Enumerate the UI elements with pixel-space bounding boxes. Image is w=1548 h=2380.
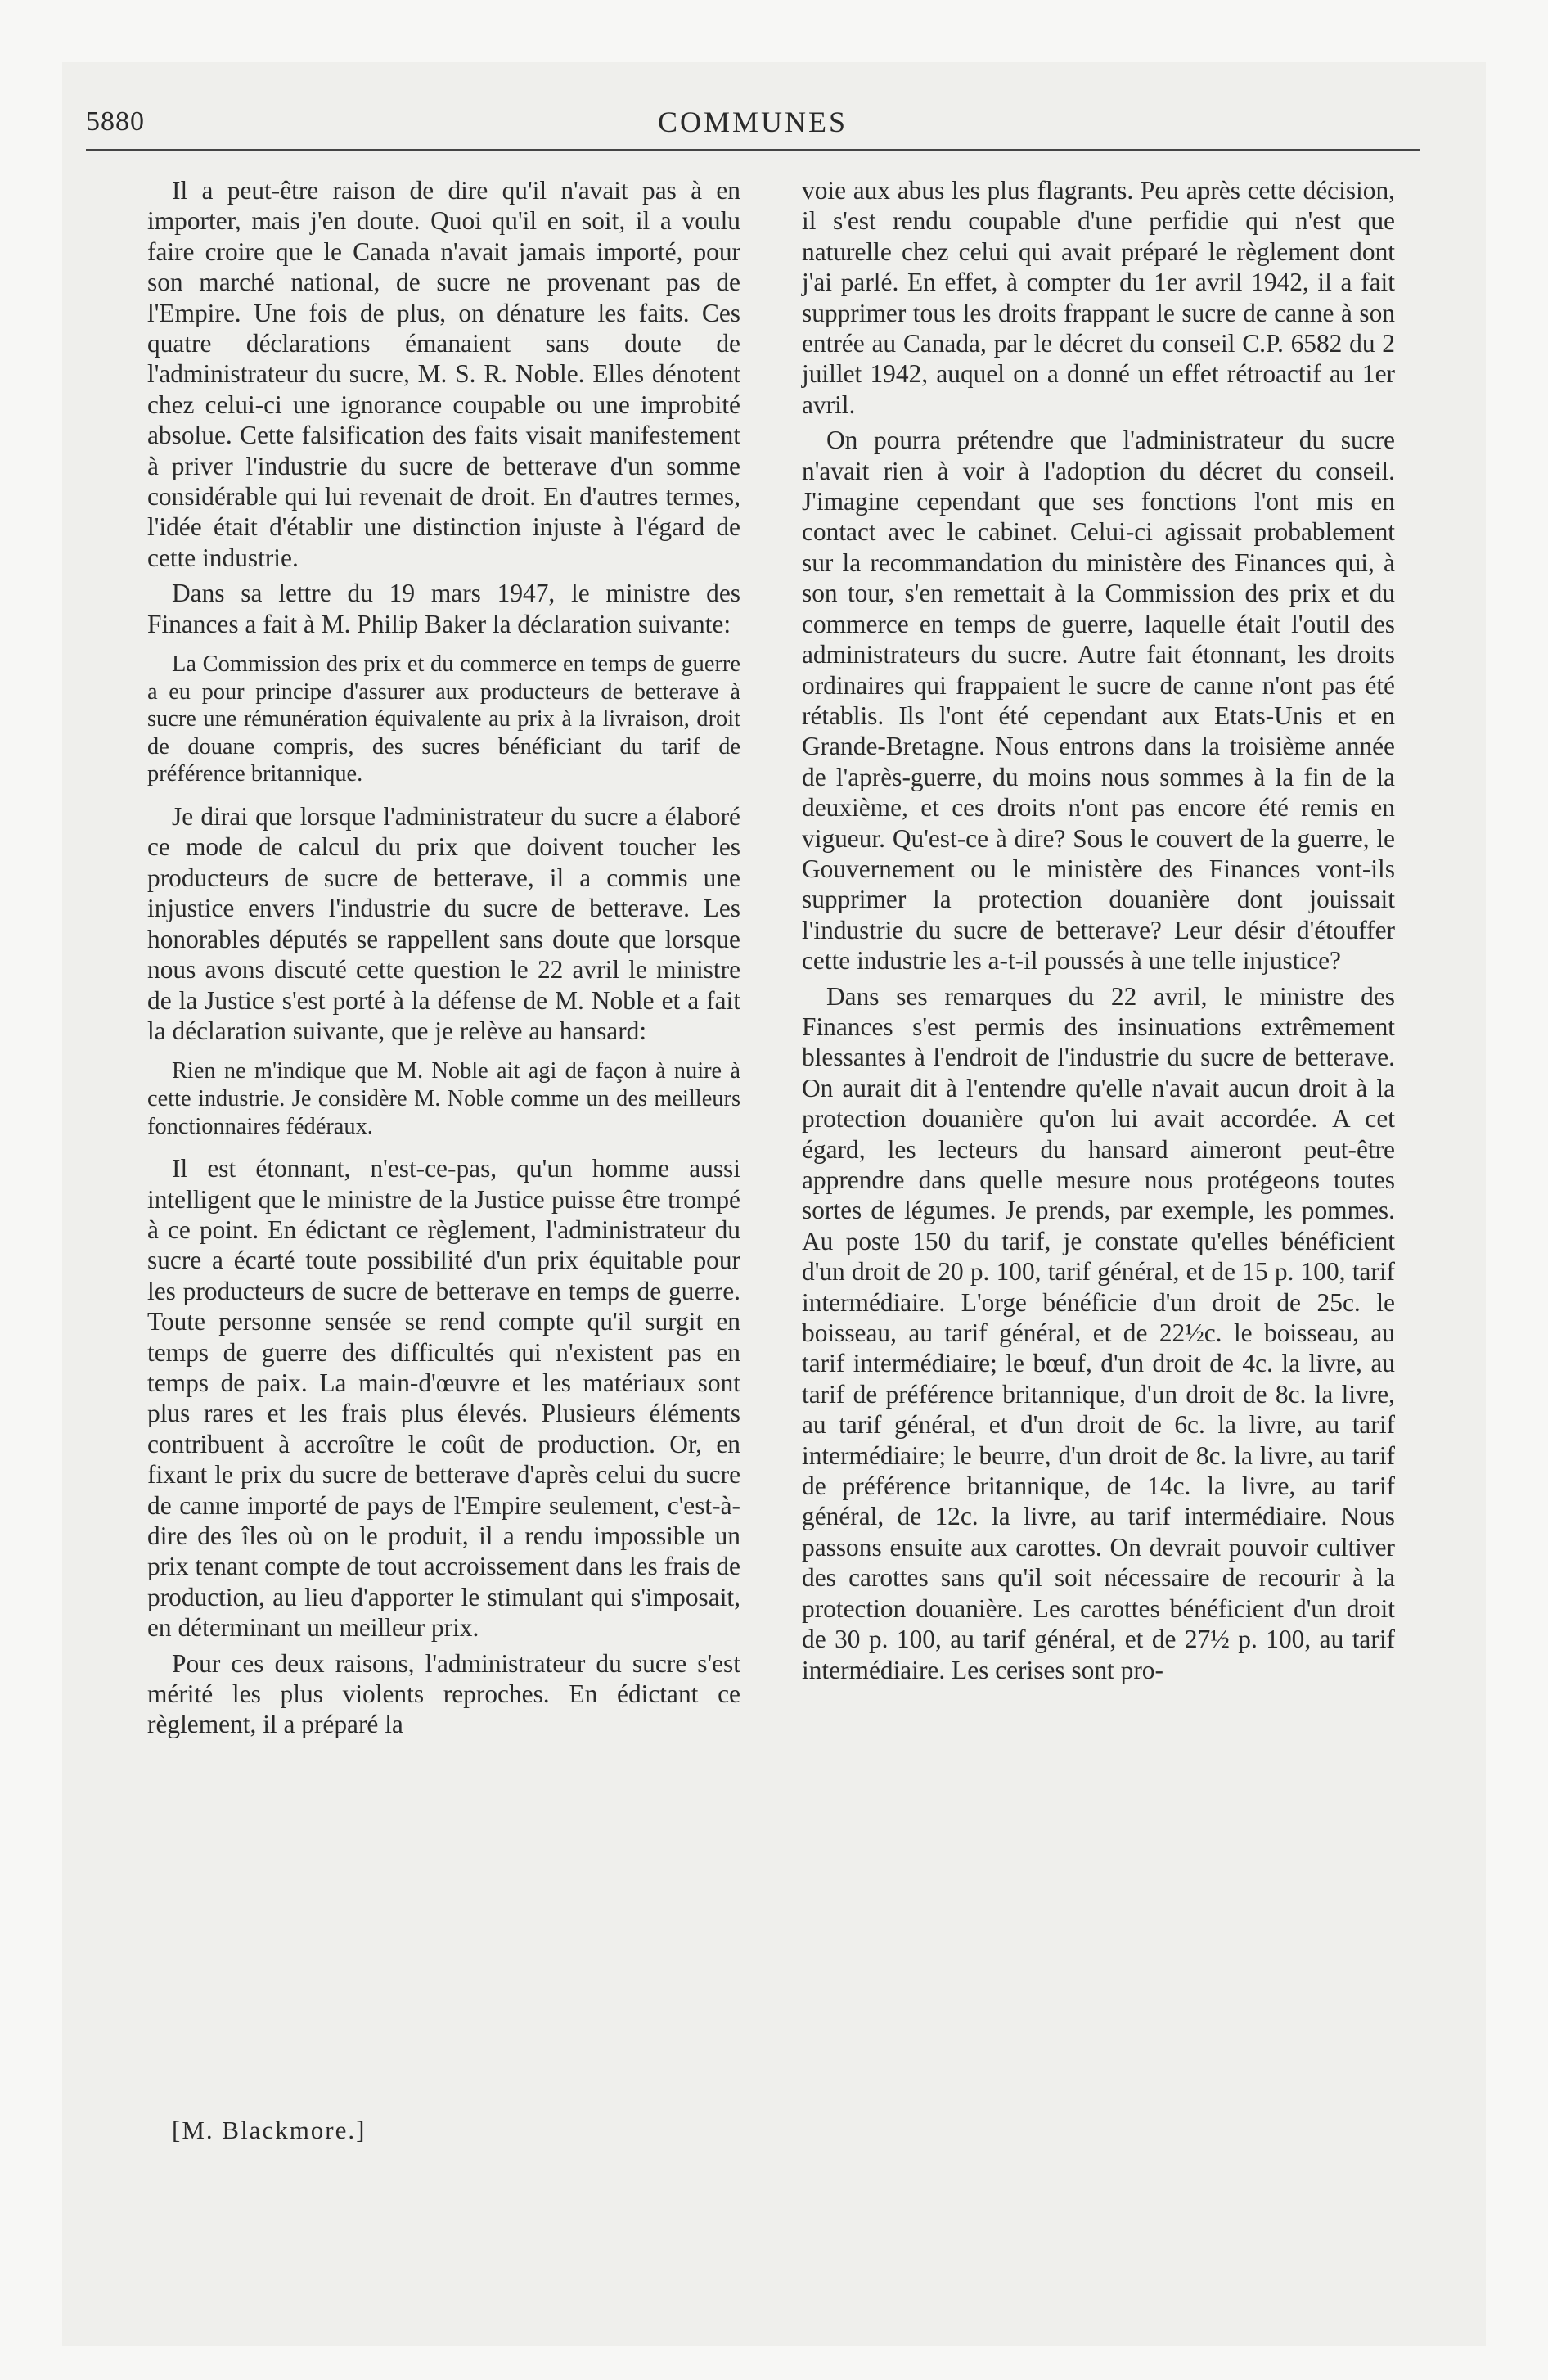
- paragraph: On pourra prétendre que l'administrateur du sucre n'avait rien à voir à l'adoption du décret du conseil. J'imagine cependant que ses fonctions l'ont mis en contact avec le cabinet. Celui-ci agissait probablement sur la recommandation du ministère des Finances qui, à son tour, s'en remettait à la Commission des prix et du commerce en temps de guerre, laquelle était l'outil des administrateurs du sucre. Autre fait étonnant, les droits ordinaires qui frappaient le sucre de canne n'ont pas été rétablis. Ils l'ont été cependant aux Etats-Unis et en Grande-Bretagne. Nous entrons dans la troisième année de l'après-guerre, du moins nous sommes à la fin de la deuxième, et ces droits n'ont pas encore été remis en vigueur. Qu'est-ce à dire? Sous le couvert de la guerre, le Gouvernement ou le ministère des Finances vont-ils supprimer la protection douanière dont jouissait l'industrie du sucre de betterave? Leur désir d'étouffer cette industrie les a-t-il poussés à une telle injustice?: [802, 426, 1395, 976]
- block-quote: Rien ne m'indique que M. Noble ait agi de façon à nuire à cette industrie. Je considère M. Noble comme un des meilleurs fonctionnaires fédéraux.: [147, 1058, 740, 1139]
- left-column: [147, 175, 740, 1745]
- paragraph: Pour ces deux raisons, l'administrateur du sucre s'est mérité les plus violents reproches. En édictant ce règlement, il a préparé la: [147, 1648, 740, 1739]
- page-header: [86, 101, 1420, 144]
- paragraph: Dans sa lettre du 19 mars 1947, le ministre des Finances a fait à M. Philip Baker la déclaration suivante:: [147, 579, 740, 638]
- page-number: 5880: [86, 106, 145, 137]
- paragraph: voie aux abus les plus flagrants. Peu après cette décision, il s'est rendu coupable d'une perfidie qui n'est que naturelle chez celui qui avait préparé le règlement dont j'ai parlé. En effet, à compter du 1er avril 1942, il a fait supprimer tous les droits frappant le sucre de canne à son entrée au Canada, par le décret du conseil C.P. 6582 du 2 juillet 1942, auquel on a donné un effet rétroactif au 1er avril.: [802, 176, 1395, 419]
- paragraph: Il a peut-être raison de dire qu'il n'avait pas à en importer, mais j'en doute. Quoi qu'il en soit, il a voulu faire croire que le Canada n'avait jamais importé, pour son marché national, de sucre ne provenant pas de l'Empire. Une fois de plus, on dénature les faits. Ces quatre déclarations émanaient sans doute de l'administrateur du sucre, M. S. R. Noble. Elles dénotent chez celui-ci une ignorance coupable ou une improbité absolue. Cette falsification des faits visait manifestement à priver l'industrie du sucre de betterave d'un somme considérable qui lui revenait de droit. En d'autres termes, l'idée était d'établir une distinction injuste à l'égard de cette industrie.: [147, 176, 740, 572]
- speaker-footnote: [M. Blackmore.]: [172, 2116, 367, 2144]
- paragraph: Dans ses remarques du 22 avril, le ministre des Finances s'est permis des insinuations extrêmement blessantes à l'endroit de l'industrie du sucre de betterave. On aurait dit à l'entendre qu'elle n'avait aucun droit à la protection douanière qu'on lui avait accordée. A cet égard, les lecteurs du hansard aimeront peut-être apprendre dans quelle mesure nous protégeons toutes sortes de légumes. Je prends, par exemple, les pommes. Au poste 150 du tarif, je constate qu'elles bénéficient d'un droit de 20 p. 100, tarif général, et de 15 p. 100, tarif intermédiaire. L'orge bénéficie d'un droit de 25c. le boisseau, au tarif général, et de 22½c. le boisseau, au tarif intermédiaire; le bœuf, d'un droit de 4c. la livre, au tarif de préférence britannique, d'un droit de 8c. la livre, au tarif général, et d'un droit de 6c. la livre, au tarif intermédiaire; le beurre, d'un droit de 8c. la livre, au tarif de préférence britannique, de 14c. la livre, au tarif général, de 12c. la livre, au tarif intermédiaire. Nous passons ensuite aux carottes. On devrait pouvoir cultiver des carottes sans qu'il soit nécessaire de recourir à la protection douanière. Les carottes bénéficient d'un droit de 30 p. 100, au tarif général, et de 27½ p. 100, au tarif intermédiaire. Les cerises sont pro-: [802, 981, 1395, 1684]
- running-title: COMMUNES: [657, 106, 848, 138]
- header-rule: [86, 149, 1420, 151]
- paragraph: Il est étonnant, n'est-ce-pas, qu'un homme aussi intelligent que le ministre de la Justice puisse être trompé à ce point. En édictant ce règlement, l'administrateur du sucre a écarté toute possibilité d'un prix équitable pour les producteurs de sucre de betterave en temps de guerre. Toute personne sensée se rend compte qu'il surgit en temps de guerre des difficultés qui n'existent pas en temps de paix. La main-d'œuvre et les matériaux sont plus rares et les frais plus élevés. Plusieurs éléments contribuent à accroître le coût de production. Or, en fixant le prix du sucre de betterave d'après celui du sucre de canne importé de pays de l'Empire seulement, c'est-à-dire des îles où on le produit, il a rendu impossible un prix tenant compte de tout accroissement dans les frais de production, au lieu d'apporter le stimulant qui s'imposait, en déterminant un meilleur prix.: [147, 1154, 740, 1643]
- block-quote: La Commission des prix et du commerce en temps de guerre a eu pour principe d'assurer aux producteurs de betterave à sucre une rémunération équivalente au prix à la livraison, droit de douane compris, des sucres bénéficiant du tarif de préférence britannique.: [147, 651, 740, 787]
- paragraph: Je dirai que lorsque l'administrateur du sucre a élaboré ce mode de calcul du prix que doivent toucher les producteurs de sucre de betterave, il a commis une injustice envers l'industrie du sucre de betterave. Les honorables députés se rappellent sans doute que lorsque nous avons discuté cette question le 22 avril le ministre de la Justice s'est porté à la défense de M. Noble et a fait la déclaration suivante, que je relève au hansard:: [147, 802, 740, 1045]
- right-column: [802, 175, 1395, 1690]
